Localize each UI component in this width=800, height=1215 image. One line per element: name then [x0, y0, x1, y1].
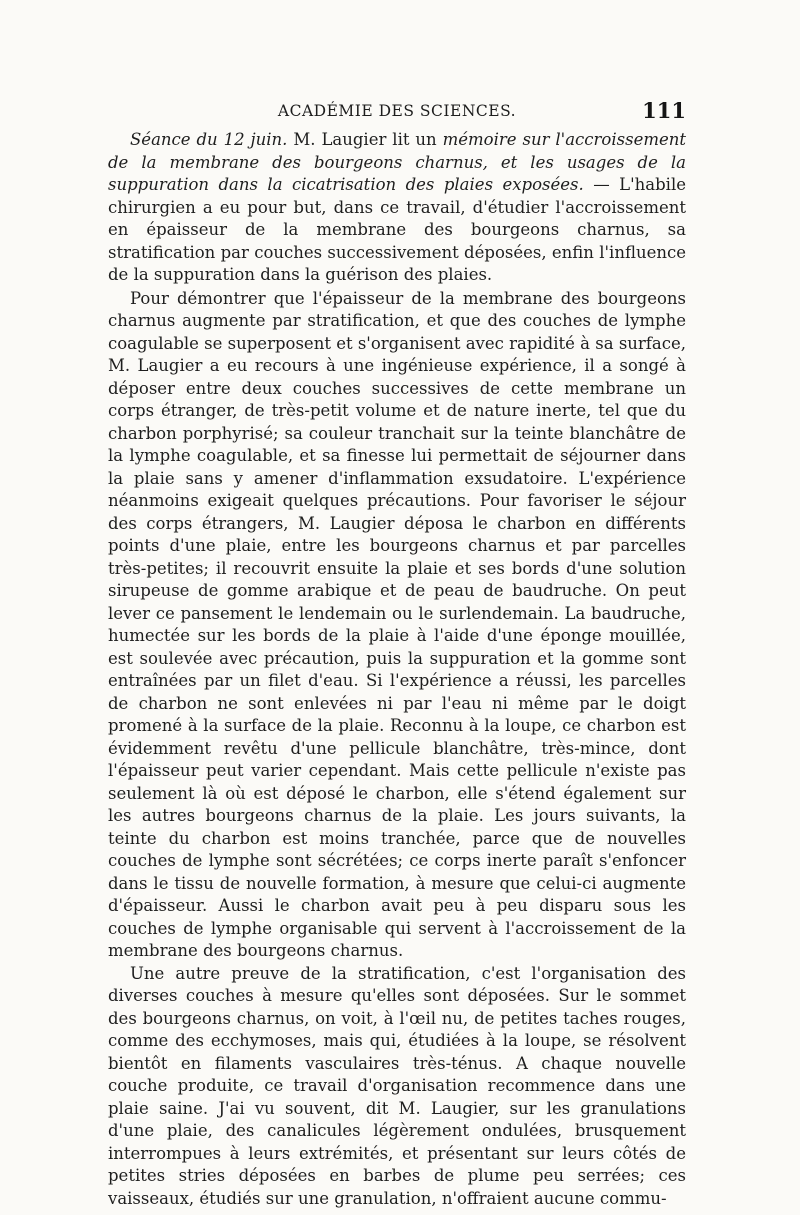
memoir-title: mémoire sur l'accroissement de la membrane des bourgeons charnus, et les usages de la suppuration dans la cicatrisation des plaies exposées.	[108, 130, 686, 194]
paragraph-text: — L'habile chirurgien a eu pour but, dans ce travail, d'étudier l'accroissement en épaisseur de la membrane des bourgeons charnus, sa stratification par couches successivement déposées, enfin l'influence de la suppuration dans la guérison des plaies.	[108, 175, 686, 284]
body-text	[108, 129, 686, 1210]
paragraph	[108, 129, 686, 287]
running-head	[108, 98, 686, 128]
lead-tail: M. Laugier lit un	[287, 130, 443, 149]
page-number: 111	[642, 98, 686, 123]
paragraph: Une autre preuve de la stratification, c'est l'organisation des diverses couches à mesure qu'elles sont déposées. Sur le sommet des bourgeons charnus, on voit, à l'œil nu, de petites taches rouges, comme des ecchymoses, mais qui, étudiées à la loupe, se résolvent bientôt en filaments vasculaires très-ténus. A chaque nouvelle couche produite, ce travail d'organisation recommence dans une plaie saine. J'ai vu souvent, dit M. Laugier, sur les granulations d'une plaie, des canalicules légèrement ondulées, brusquement interrompues à leurs extrémités, et présentant sur leurs côtés de petites stries déposées en barbes de plume peu serrées; ces vaisseaux, étudiés sur une granulation, n'offraient aucune commu-	[108, 963, 686, 1208]
session-date: Séance du 12 juin.	[130, 130, 288, 149]
running-title: ACADÉMIE DES SCIENCES.	[277, 102, 517, 120]
paragraph: Pour démontrer que l'épaisseur de la membrane des bourgeons charnus augmente par stratification, et que des couches de lymphe coagulable se superposent et s'organisent avec rapidité à sa surface, M. Laugier a eu recours à une ingénieuse expérience, il a songé à déposer entre deux couches successives de cette membrane un corps étranger, de très-petit volume et de nature inerte, tel que du charbon porphyrisé; sa couleur tranchait sur la teinte blanchâtre de la lymphe coagulable, et sa finesse lui permettait de séjourner dans la plaie sans y amener d'inflammation exsudatoire. L'expérience néanmoins exigeait quelques précautions. Pour favoriser le séjour des corps étrangers, M. Laugier déposa le charbon en différents points d'une plaie, entre les bourgeons charnus et par parcelles très-petites; il recouvrit ensuite la plaie et ses bords d'une solution sirupeuse de gomme arabique et de peau de baudruche. On peut lever ce pansement le lendemain ou le surlendemain. La baudruche, humectée sur les bords de la plaie à l'aide d'une éponge mouillée, est soulevée avec précaution, puis la suppuration et la gomme sont entraînées par un filet d'eau. Si l'expérience a réussi, les parcelles de charbon ne sont enlevées ni par l'eau ni même par le doigt promené à la surface de la plaie. Reconnu à la loupe, ce charbon est évidemment revêtu d'une pellicule blanchâtre, très-mince, dont l'épaisseur peut varier cependant. Mais cette pellicule n'existe pas seulement là où est déposé le charbon, elle s'étend également sur les autres bourgeons charnus de la plaie. Les jours suivants, la teinte du charbon est moins tranchée, parce que de nouvelles couches de lymphe sont sécrétées; ce corps inerte paraît s'enfoncer dans le tissu de nouvelle formation, à mesure que celui-ci augmente d'épaisseur. Aussi le charbon avait peu à peu disparu sous les couches de lymphe organisable qui servent à l'accroissement de la membrane des bourgeons charnus.	[108, 288, 686, 960]
